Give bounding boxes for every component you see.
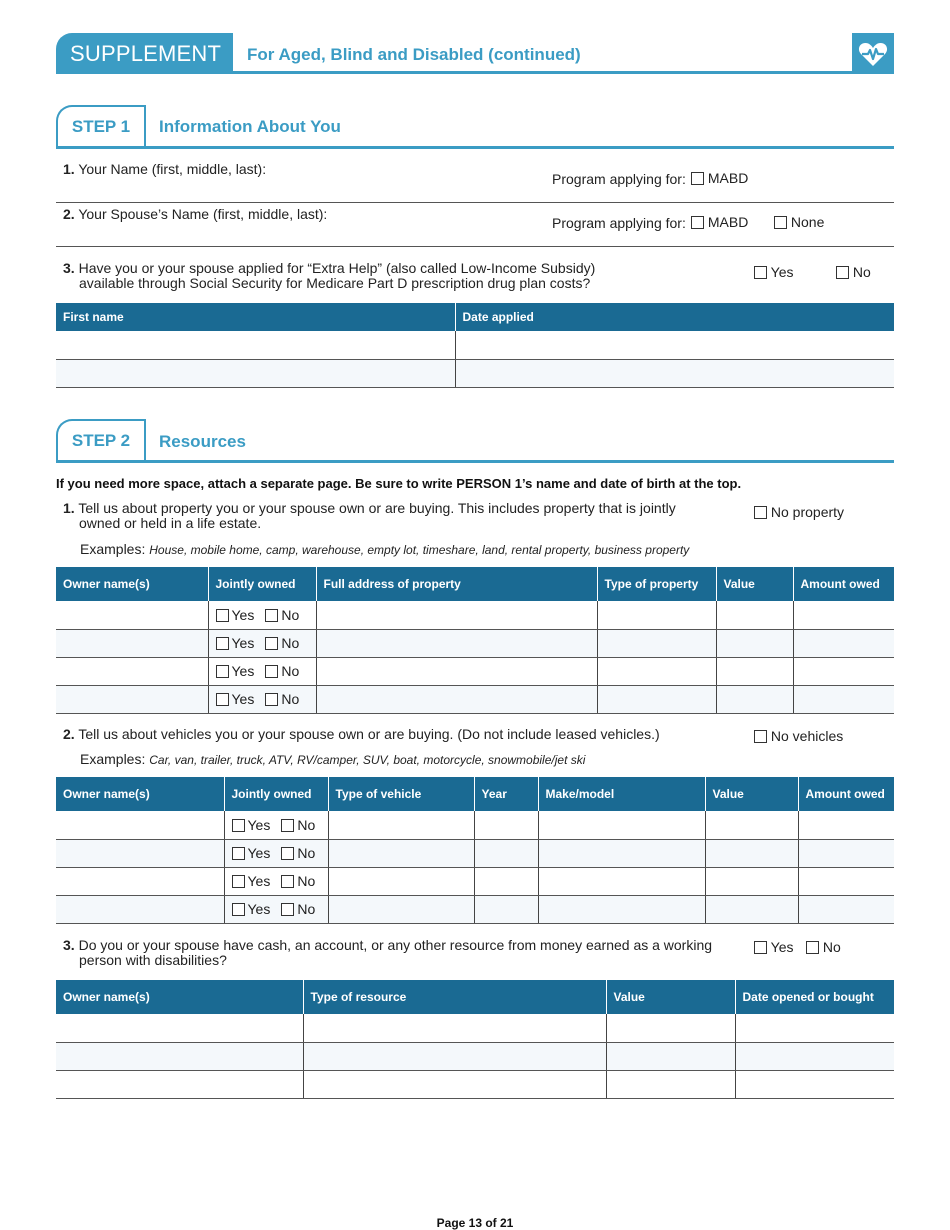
page-number: Page 13 of 21	[436, 1216, 514, 1230]
table-cell[interactable]	[716, 657, 793, 685]
no-property-checkbox[interactable]	[754, 506, 767, 519]
table-cell[interactable]	[793, 685, 894, 713]
table-cell[interactable]	[798, 895, 894, 923]
q3-resources-no-option[interactable]: No	[806, 939, 841, 955]
col-full-address: Full address of property	[316, 567, 597, 601]
table-cell[interactable]	[56, 811, 224, 839]
no-vehicles-checkbox[interactable]	[754, 730, 767, 743]
table-row	[56, 359, 894, 387]
yes-checkbox[interactable]	[216, 665, 229, 678]
yes-checkbox[interactable]	[216, 637, 229, 650]
col-jointly-owned: Jointly owned	[208, 567, 316, 601]
yes-checkbox[interactable]	[754, 941, 767, 954]
no-checkbox[interactable]	[836, 266, 849, 279]
no-checkbox[interactable]	[281, 875, 294, 888]
table-cell[interactable]	[735, 1014, 894, 1042]
table-cell[interactable]	[56, 839, 224, 867]
col-amount-owed: Amount owed	[798, 777, 894, 811]
divider	[56, 246, 894, 247]
q2-none-option[interactable]: None	[774, 214, 824, 230]
property-table	[56, 567, 894, 714]
table-cell[interactable]	[303, 1042, 606, 1070]
table-row	[56, 331, 894, 359]
table-cell[interactable]	[705, 895, 798, 923]
table-cell[interactable]	[597, 601, 716, 629]
table-cell[interactable]	[316, 685, 597, 713]
mabd-checkbox[interactable]	[691, 216, 704, 229]
step2-rule	[56, 460, 894, 463]
yes-checkbox[interactable]	[232, 903, 245, 916]
supplement-tag: SUPPLEMENT	[56, 33, 233, 74]
table-cell[interactable]	[606, 1070, 735, 1098]
table-cell[interactable]	[538, 867, 705, 895]
no-checkbox[interactable]	[281, 847, 294, 860]
col-owner-names: Owner name(s)	[56, 980, 303, 1014]
col-type-of-resource: Type of resource	[303, 980, 606, 1014]
table-cell[interactable]	[798, 811, 894, 839]
q2-spouse-name-label: 2. Your Spouse’s Name (first, middle, last):	[63, 206, 328, 222]
table-cell[interactable]	[56, 601, 208, 629]
table-row	[56, 1014, 894, 1042]
jointly-owned-cell: Yes No	[224, 867, 328, 895]
table-cell[interactable]	[793, 629, 894, 657]
q3-yes-option[interactable]: Yes	[754, 264, 793, 280]
q1-name-label: 1. Your Name (first, middle, last):	[63, 161, 267, 177]
table-cell[interactable]	[606, 1014, 735, 1042]
q3-extra-help-question: 3. Have you or your spouse applied for “Extra Help” (also called Low-Income Subsidy) available through Social Security for Medicare Part D prescription drug plan costs?	[63, 260, 596, 291]
table-row	[56, 1042, 894, 1070]
table-cell[interactable]	[716, 629, 793, 657]
no-vehicles-option[interactable]: No vehicles	[754, 728, 843, 744]
table-cell[interactable]	[735, 1042, 894, 1070]
table-cell[interactable]	[538, 895, 705, 923]
table-cell[interactable]	[328, 895, 474, 923]
no-checkbox[interactable]	[281, 819, 294, 832]
col-value: Value	[606, 980, 735, 1014]
table-cell[interactable]	[705, 811, 798, 839]
yes-checkbox[interactable]	[232, 847, 245, 860]
q1-mabd-option[interactable]: MABD	[691, 170, 748, 186]
jointly-owned-cell: Yes No	[224, 811, 328, 839]
step1-rule	[56, 146, 894, 149]
table-cell[interactable]	[597, 657, 716, 685]
no-checkbox[interactable]	[281, 903, 294, 916]
col-amount-owed: Amount owed	[793, 567, 894, 601]
no-property-option[interactable]: No property	[754, 504, 844, 520]
jointly-owned-cell: Yes No	[208, 629, 316, 657]
table-cell[interactable]	[316, 657, 597, 685]
table-cell[interactable]	[597, 629, 716, 657]
table-cell[interactable]	[56, 1042, 303, 1070]
table-cell[interactable]	[538, 811, 705, 839]
yes-checkbox[interactable]	[232, 875, 245, 888]
table-cell[interactable]	[316, 601, 597, 629]
resources-question: 3. Do you or your spouse have cash, an account, or any other resource from money earned as a working person with disabilities?	[63, 937, 713, 968]
q3-no-option[interactable]: No	[836, 264, 871, 280]
table-cell[interactable]	[735, 1070, 894, 1098]
step1-title: Information About You	[159, 117, 341, 136]
table-row	[56, 839, 894, 867]
jointly-owned-cell: Yes No	[208, 685, 316, 713]
q2-mabd-option[interactable]: MABD	[691, 214, 748, 230]
table-cell[interactable]	[303, 1014, 606, 1042]
table-cell[interactable]	[56, 685, 208, 713]
property-examples: Examples: House, mobile home, camp, warehouse, empty lot, timeshare, land, rental property, business property	[80, 541, 690, 557]
jointly-owned-cell: Yes No	[208, 657, 316, 685]
vehicles-table	[56, 777, 894, 924]
table-cell[interactable]	[474, 811, 538, 839]
table-cell[interactable]	[597, 685, 716, 713]
table-cell[interactable]	[474, 839, 538, 867]
col-year: Year	[474, 777, 538, 811]
table-cell[interactable]	[798, 839, 894, 867]
table-cell[interactable]	[606, 1042, 735, 1070]
header-rule	[56, 71, 894, 74]
no-checkbox[interactable]	[265, 609, 278, 622]
table-row	[56, 685, 894, 713]
no-checkbox[interactable]	[265, 693, 278, 706]
table-cell[interactable]	[705, 867, 798, 895]
col-make-model: Make/model	[538, 777, 705, 811]
yes-checkbox[interactable]	[232, 819, 245, 832]
divider	[56, 202, 894, 203]
table-row	[56, 629, 894, 657]
table-cell[interactable]	[56, 895, 224, 923]
table-cell[interactable]	[538, 839, 705, 867]
col-first-name: First name	[56, 303, 455, 331]
page-subtitle: For Aged, Blind and Disabled (continued)	[247, 45, 581, 64]
resources-table	[56, 980, 894, 1099]
table-row	[56, 811, 894, 839]
table-cell[interactable]	[705, 839, 798, 867]
step2-tab: STEP 2	[56, 419, 146, 461]
no-checkbox[interactable]	[806, 941, 819, 954]
col-owner-names: Owner name(s)	[56, 567, 208, 601]
table-cell[interactable]	[474, 867, 538, 895]
table-cell[interactable]	[56, 1014, 303, 1042]
table-row	[56, 895, 894, 923]
table-cell[interactable]	[716, 601, 793, 629]
col-value: Value	[716, 567, 793, 601]
q2-program-label: Program applying for:	[552, 215, 686, 231]
space-note: If you need more space, attach a separate page. Be sure to write PERSON 1’s name and date of birth at the top.	[56, 476, 742, 491]
no-checkbox[interactable]	[265, 665, 278, 678]
table-cell[interactable]	[716, 685, 793, 713]
yes-checkbox[interactable]	[754, 266, 767, 279]
heart-pulse-icon	[852, 33, 894, 74]
table-cell[interactable]	[328, 811, 474, 839]
no-checkbox[interactable]	[265, 637, 278, 650]
step2-title: Resources	[159, 432, 246, 451]
table-cell[interactable]	[316, 629, 597, 657]
col-value: Value	[705, 777, 798, 811]
table-row	[56, 1070, 894, 1098]
col-type-of-vehicle: Type of vehicle	[328, 777, 474, 811]
extra-help-table	[56, 303, 894, 388]
table-cell[interactable]	[793, 657, 894, 685]
table-cell[interactable]	[798, 867, 894, 895]
col-owner-names: Owner name(s)	[56, 777, 224, 811]
table-cell[interactable]	[56, 1070, 303, 1098]
vehicle-examples: Examples: Car, van, trailer, truck, ATV, RV/camper, SUV, boat, motorcycle, snowmobile/jet ski	[80, 751, 586, 767]
table-cell[interactable]	[303, 1070, 606, 1098]
vehicles-question: 2. Tell us about vehicles you or your spouse own or are buying. (Do not include leased vehicles.)	[63, 726, 660, 742]
col-date-opened: Date opened or bought	[735, 980, 894, 1014]
col-type-of-property: Type of property	[597, 567, 716, 601]
table-row	[56, 867, 894, 895]
table-row	[56, 657, 894, 685]
q3-resources-yes-option[interactable]: Yes	[754, 939, 793, 955]
step1-tab: STEP 1	[56, 105, 146, 147]
table-cell[interactable]	[56, 657, 208, 685]
table-cell[interactable]	[793, 601, 894, 629]
table-cell[interactable]	[474, 895, 538, 923]
table-row	[56, 601, 894, 629]
yes-checkbox[interactable]	[216, 609, 229, 622]
yes-checkbox[interactable]	[216, 693, 229, 706]
jointly-owned-cell: Yes No	[208, 601, 316, 629]
none-checkbox[interactable]	[774, 216, 787, 229]
table-cell[interactable]	[56, 867, 224, 895]
q1-program-label: Program applying for:	[552, 171, 686, 187]
jointly-owned-cell: Yes No	[224, 895, 328, 923]
table-cell[interactable]	[328, 867, 474, 895]
table-cell[interactable]	[328, 839, 474, 867]
col-jointly-owned: Jointly owned	[224, 777, 328, 811]
jointly-owned-cell: Yes No	[224, 839, 328, 867]
col-date-applied: Date applied	[455, 303, 894, 331]
property-question: 1. Tell us about property you or your spouse own or are buying. This includes property that is jointly owned or held in a life estate.	[63, 500, 676, 531]
mabd-checkbox[interactable]	[691, 172, 704, 185]
table-cell[interactable]	[56, 629, 208, 657]
